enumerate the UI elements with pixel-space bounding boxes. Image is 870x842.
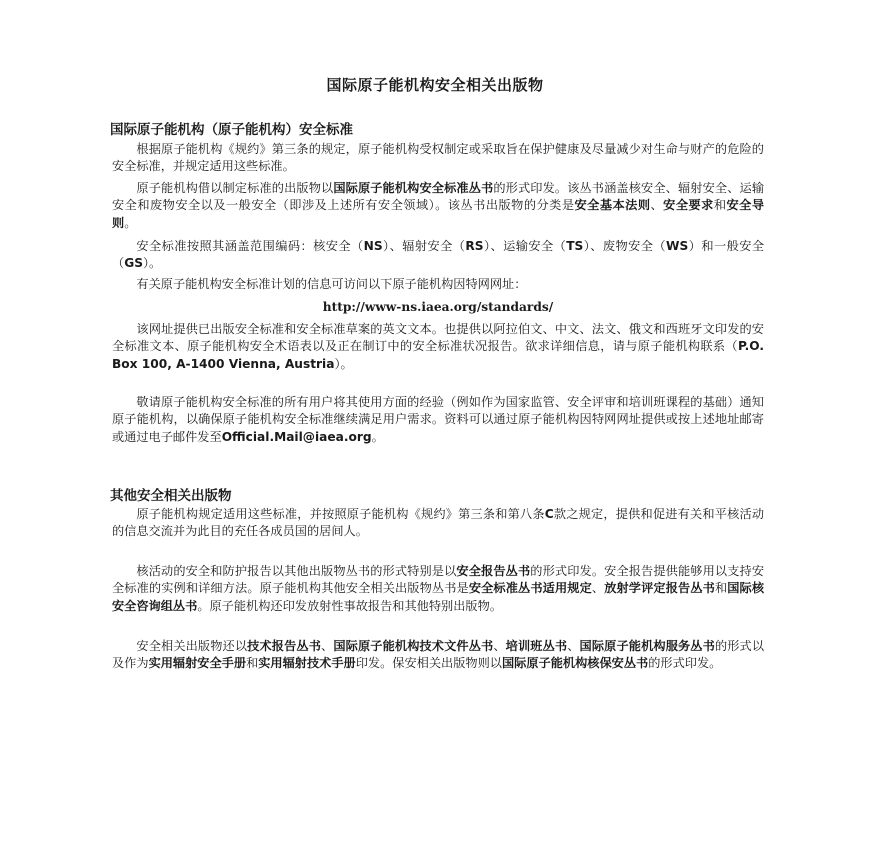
text: ）。 <box>334 356 353 371</box>
text: 、 <box>321 639 334 653</box>
category-name: 安全要求 <box>663 198 714 213</box>
series-name: 国际原子能机构核保安丛书 <box>502 656 649 671</box>
text: 和 <box>713 198 727 213</box>
series-name: 技术报告丛书 <box>247 639 322 653</box>
paragraph-website-intro: 有关原子能机构安全标准计划的信息可访问以下原子能机构因特网网址： <box>136 277 527 291</box>
text: 安全相关出版物还以 <box>136 639 248 653</box>
postal-address: P.O. Box 100, A-1400 Vienna, Austria <box>112 339 764 371</box>
text: 。原子能机构还印发放射性事故报告和其他特别出版物。 <box>197 598 502 613</box>
paragraph-letter: C <box>544 507 554 521</box>
text: 核活动的安全和防护报告以其他出版物丛书的形式特别是以 <box>136 564 457 578</box>
text: 、 <box>493 639 506 653</box>
text: ）、辐射安全（ <box>382 239 466 253</box>
paragraph-statute: 根据原子能机构《规约》第三条的规定，原子能机构受权制定或采取旨在保护健康及尽量减少对生命与财产的危险的安全标准，并规定适用这些标准。 <box>112 142 764 174</box>
text: 敬请原子能机构安全标准的所有用户将其使用方面的经验（例如作为国家监管、安全评审和培训班课程的基础）通知原子能机构，以确保原子能机构安全标准继续满足用户需求。资料可以通过原子能机构因特网网址提供或按上述地址邮寄或通过电子邮件发至 <box>112 395 764 444</box>
text: ）、废物安全（ <box>583 239 667 253</box>
text: 原子能机构规定适用这些标准，并按照原子能机构《规约》第三条和第八条 <box>136 507 545 521</box>
text: 款之规定，提供和促进有关和平核活动的信息交流并为此目的充任各成员国的居间人。 <box>112 507 765 539</box>
code: WS <box>666 239 689 253</box>
code: RS <box>465 239 484 253</box>
code: NS <box>363 239 383 253</box>
code: GS <box>124 256 143 271</box>
text: 印发。保安相关出版物则以 <box>355 656 502 671</box>
text: 的形式印发。安全报告提供能够用以支持安全标准的实例和详细方法。原子能机构其他安全相关出版物丛书是 <box>112 564 765 596</box>
text: 、 <box>650 198 664 213</box>
text: ）和一般安全（ <box>112 239 765 271</box>
text: ）。 <box>142 256 162 271</box>
paragraph-coding <box>112 238 764 273</box>
section-heading-safety-standards: 国际原子能机构（原子能机构）安全标准 <box>110 122 353 138</box>
series-name: 实用辐射技术手册 <box>258 656 356 671</box>
paragraph-user-feedback <box>112 394 764 446</box>
text: 安全标准按照其涵盖范围编码：核安全（ <box>136 239 364 253</box>
text: 的形式印发。该丛书涵盖核安全、辐射安全、运输安全和废物安全以及一般安全（即涉及上述所有安全领域）。该丛书出版物的分类是 <box>112 181 765 213</box>
series-name: 培训班丛书 <box>505 639 568 653</box>
series-name: 安全标准丛书适用规定 <box>468 581 592 596</box>
paragraph-statute-article <box>112 506 764 541</box>
series-name: 国际原子能机构技术文件丛书 <box>333 639 494 653</box>
series-name: 放射学评定报告丛书 <box>604 581 715 596</box>
text: 和 <box>714 581 728 596</box>
text: 、 <box>567 639 580 653</box>
text: 该网址提供已出版安全标准和安全标准草案的英文文本。也提供以阿拉伯文、中文、法文、俄文和西班牙文印发的安全标准文本、原子能机构安全术语表以及正在制订中的安全标准状况报告。欲求详细信息，请与原子能机构联系（ <box>112 322 764 354</box>
standards-url[interactable]: http://www-ns.iaea.org/standards/ <box>322 300 554 314</box>
text: 和 <box>246 656 259 671</box>
text: 。 <box>124 215 137 230</box>
text: ）、运输安全（ <box>483 239 567 253</box>
series-name: 实用辐射安全手册 <box>148 656 247 671</box>
paragraph-safety-reports <box>112 563 764 615</box>
category-name: 安全基本法则 <box>574 198 651 213</box>
series-name: 国际核安全咨询组丛书 <box>112 581 765 613</box>
section-heading-other-publications: 其他安全相关出版物 <box>110 488 232 504</box>
code: TS <box>566 239 584 253</box>
text: 的形式以及作为 <box>112 639 765 671</box>
paragraph-website-content <box>112 321 764 373</box>
category-name: 安全导则 <box>112 198 765 230</box>
text: 。 <box>371 429 384 444</box>
paragraph-standards-series <box>112 180 764 232</box>
series-name: 国际原子能机构安全标准丛书 <box>333 181 494 195</box>
series-name: 国际原子能机构服务丛书 <box>579 639 715 653</box>
text: 的形式印发。 <box>648 656 722 671</box>
text: 、 <box>591 581 605 596</box>
text: 原子能机构借以制定标准的出版物以 <box>136 181 334 195</box>
series-name: 安全报告丛书 <box>456 564 531 578</box>
email-address[interactable]: Official.Mail@iaea.org <box>221 429 372 444</box>
paragraph-other-series <box>112 638 764 673</box>
page-title: 国际原子能机构安全相关出版物 <box>326 76 544 94</box>
